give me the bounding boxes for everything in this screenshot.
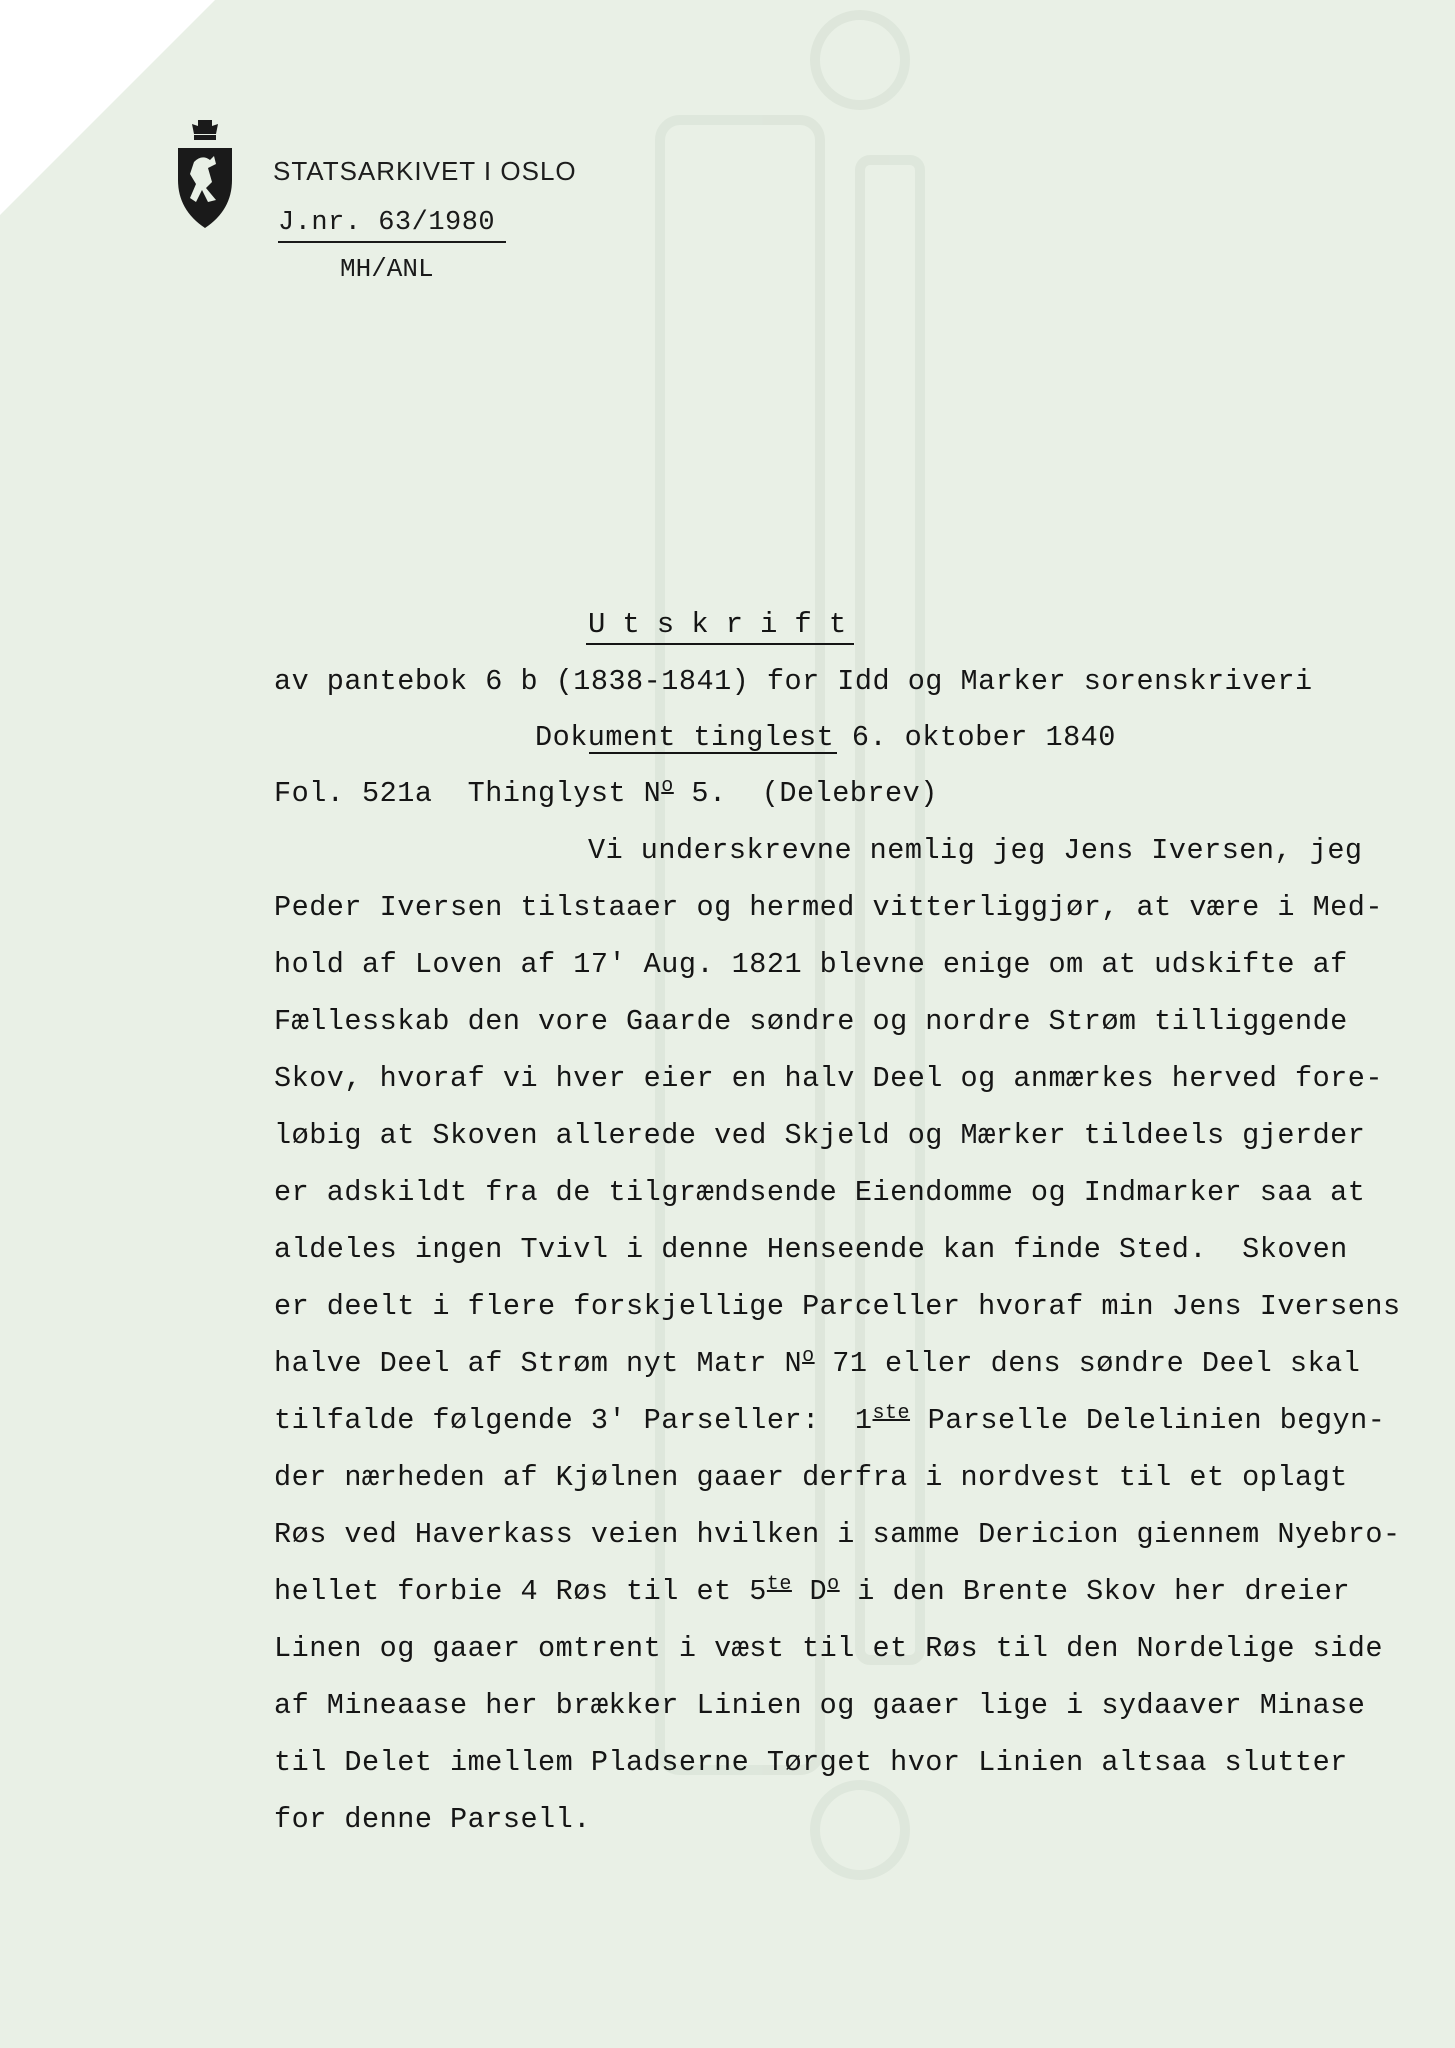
folio-suffix: 5. (Delebrev) <box>673 777 938 810</box>
body-line-14-a: hellet forbie 4 Røs til et 5 <box>274 1575 767 1608</box>
folio-sup: o <box>661 775 674 798</box>
journal-number: J.nr. 63/1980 <box>278 208 496 238</box>
journal-number-underline <box>278 241 506 243</box>
body-line-8: aldeles ingen Tvivl i denne Henseende kan finde Sted. Skoven <box>274 1233 1348 1266</box>
body-line-18: for denne Parsell. <box>274 1803 591 1836</box>
body-line-16: af Mineaase her brækker Linien og gaaer lige i sydaaver Minase <box>274 1689 1366 1722</box>
body-line-1: Vi underskrevne nemlig jeg Jens Iversen, jeg <box>588 834 1363 867</box>
title-underline <box>586 643 854 645</box>
body-line-14 <box>274 1575 1350 1608</box>
body-line-5: Skov, hvoraf vi hver eier en halv Deel og anmærkes herved fore- <box>274 1062 1383 1095</box>
body-line-11-sup: ste <box>872 1402 911 1425</box>
body-line-10-sup: o <box>802 1345 815 1368</box>
body-line-17: til Delet imellem Pladserne Tørget hvor Linien altsaa slutter <box>274 1746 1348 1779</box>
folio-prefix: Fol. 521a Thinglyst N <box>274 777 662 810</box>
document-subtitle: av pantebok 6 b (1838-1841) for Idd og Marker sorenskriveri <box>274 665 1313 698</box>
body-line-15: Linen og gaaer omtrent i væst til et Røs til den Nordelige side <box>274 1632 1383 1665</box>
body-line-11 <box>274 1404 1385 1437</box>
body-line-11-b: Parselle Delelinien begyn- <box>910 1404 1386 1437</box>
registration-line: Dokument tinglest 6. oktober 1840 <box>535 721 1116 754</box>
folio-line <box>274 777 938 810</box>
body-line-6: løbig at Skoven allerede ved Skjeld og Mærker tildeels gjerder <box>274 1119 1366 1152</box>
body-line-13: Røs ved Haverkass veien hvilken i samme Dericion giennem Nyebro- <box>274 1518 1401 1551</box>
body-line-10 <box>274 1347 1360 1380</box>
registration-underline <box>589 752 837 754</box>
body-line-14-sup-1: te <box>766 1573 792 1596</box>
body-line-9: er deelt i flere forskjellige Parceller hvoraf min Jens Iversens <box>274 1290 1401 1323</box>
document-title: Utskrift <box>588 608 864 641</box>
body-line-10-a: halve Deel af Strøm nyt Matr N <box>274 1347 803 1380</box>
body-line-12: der nærheden af Kjølnen gaaer derfra i nordvest til et oplagt <box>274 1461 1348 1494</box>
reference-initials: MH/ANL <box>340 254 434 284</box>
archive-name: STATSARKIVET I OSLO <box>273 156 577 186</box>
body-line-3: hold af Loven af 17' Aug. 1821 blevne enige om at udskifte af <box>274 948 1348 981</box>
body-line-14-sup-2: o <box>827 1573 840 1596</box>
body-line-7: er adskildt fra de tilgrændsende Eiendomme og Indmarker saa at <box>274 1176 1366 1209</box>
norwegian-coat-of-arms-icon <box>172 118 238 230</box>
body-line-11-a: tilfalde følgende 3' Parseller: 1 <box>274 1404 873 1437</box>
body-line-14-c: i den Brente Skov her dreier <box>839 1575 1351 1608</box>
body-line-10-b: 71 eller dens søndre Deel skal <box>814 1347 1361 1380</box>
body-line-2: Peder Iversen tilstaaer og hermed vitterliggjør, at være i Med- <box>274 891 1383 924</box>
body-line-4: Fællesskab den vore Gaarde søndre og nordre Strøm tilliggende <box>274 1005 1348 1038</box>
body-line-14-b: D <box>791 1575 828 1608</box>
